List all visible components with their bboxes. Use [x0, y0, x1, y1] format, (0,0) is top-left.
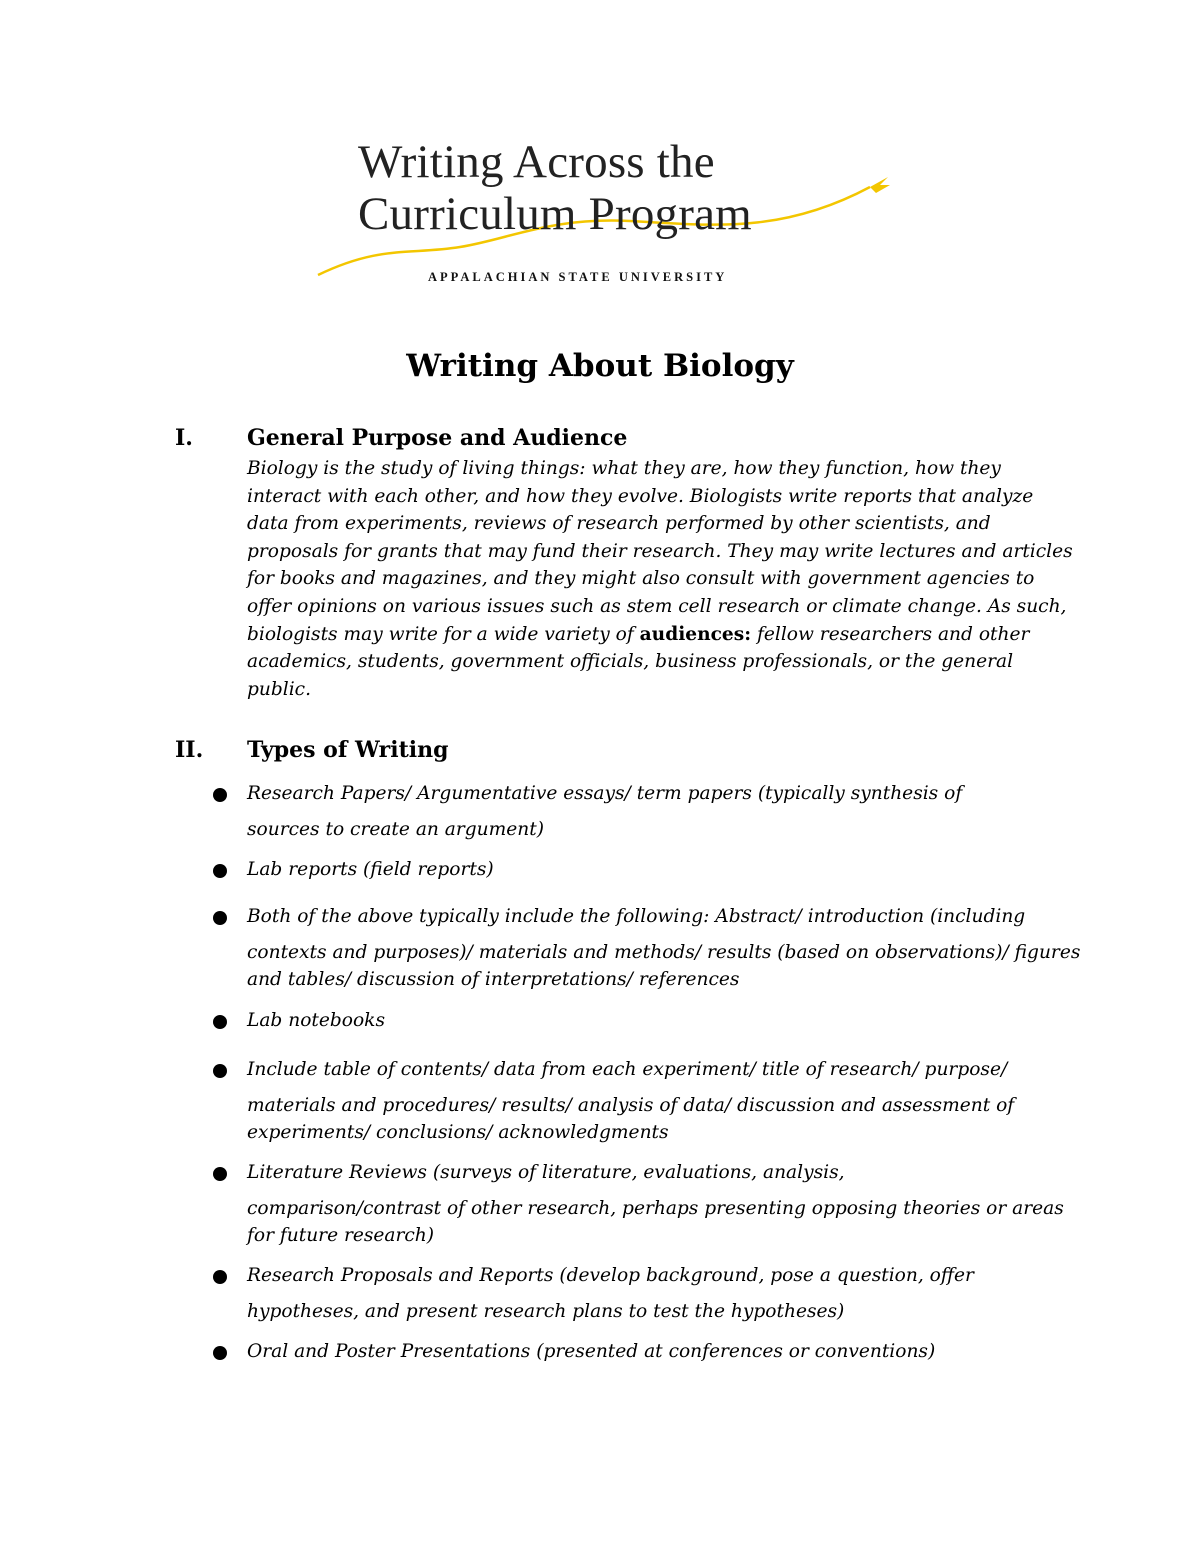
section-2-heading: Types of Writing — [247, 737, 449, 763]
logo-university: APPALACHIAN STATE UNIVERSITY — [428, 270, 728, 284]
section-1-heading: General Purpose and Audience — [247, 425, 628, 451]
list-item-continuation: comparison/contrast of other research, perhaps presenting opposing theories or areas for future research) — [247, 1197, 1064, 1246]
logo-line-2: Curriculum Program — [358, 188, 752, 240]
logo-line-1: Writing Across the — [358, 136, 715, 188]
section-1-number: I. — [175, 425, 193, 451]
list-item-text: Lab reports (field reports) — [247, 859, 494, 880]
bullet-icon — [213, 1346, 227, 1360]
bullet-icon — [213, 788, 227, 802]
list-item-text: Lab notebooks — [247, 1010, 385, 1031]
list-item-continuation: materials and procedures/ results/ analysis of data/ discussion and assessment of experiments/ conclusions/ acknowledgments — [247, 1094, 1015, 1143]
list-item-text: Research Papers/ Argumentative essays/ term papers (typically synthesis of — [247, 783, 963, 804]
list-item-text: Oral and Poster Presentations (presented at conferences or conventions) — [247, 1341, 936, 1362]
bird-icon — [870, 177, 890, 193]
section-2-number: II. — [175, 737, 204, 763]
list-item-text: Both of the above typically include the following: Abstract/ introduction (including — [247, 906, 1026, 927]
list-item-text: Include table of contents/ data from each experiment/ title of research/ purpose/ — [247, 1059, 1008, 1080]
list-item-continuation: hypotheses, and present research plans to test the hypotheses) — [247, 1300, 845, 1322]
list-item-continuation: sources to create an argument) — [247, 818, 544, 840]
bullet-icon — [213, 1270, 227, 1284]
list-item-text: Research Proposals and Reports (develop background, pose a question, offer — [247, 1265, 974, 1286]
bullet-icon — [213, 911, 227, 925]
paragraph-bold-term: audiences: — [639, 623, 752, 645]
bullet-icon — [213, 864, 227, 878]
section-1-paragraph — [247, 455, 1077, 703]
page-title: Writing About Biology — [406, 348, 794, 384]
bullet-icon — [213, 1064, 227, 1078]
list-item-text: Literature Reviews (surveys of literature, evaluations, analysis, — [247, 1162, 845, 1183]
bullet-icon — [213, 1015, 227, 1029]
bullet-icon — [213, 1167, 227, 1181]
paragraph-text-1: Biology is the study of living things: what they are, how they function, how they interact with each other, and how they evolve. Biologists write reports that analyze data from experiments, reviews of research performed by other scientists, and proposals for grants that may fund their research. They may write lectures and articles for books and magazines, and they might also consult with government agencies to offer opinions on various issues such as stem cell research or climate change. As such, biologists may write for a wide variety of — [247, 458, 1073, 645]
list-item-continuation: contexts and purposes)/ materials and methods/ results (based on observations)/ figures and tables/ discussion of interpretations/ references — [247, 941, 1081, 990]
program-logo — [310, 135, 900, 295]
paragraph-text-2: fellow researchers and other academics, students, government officials, business professionals, or the general public. — [247, 623, 1030, 700]
